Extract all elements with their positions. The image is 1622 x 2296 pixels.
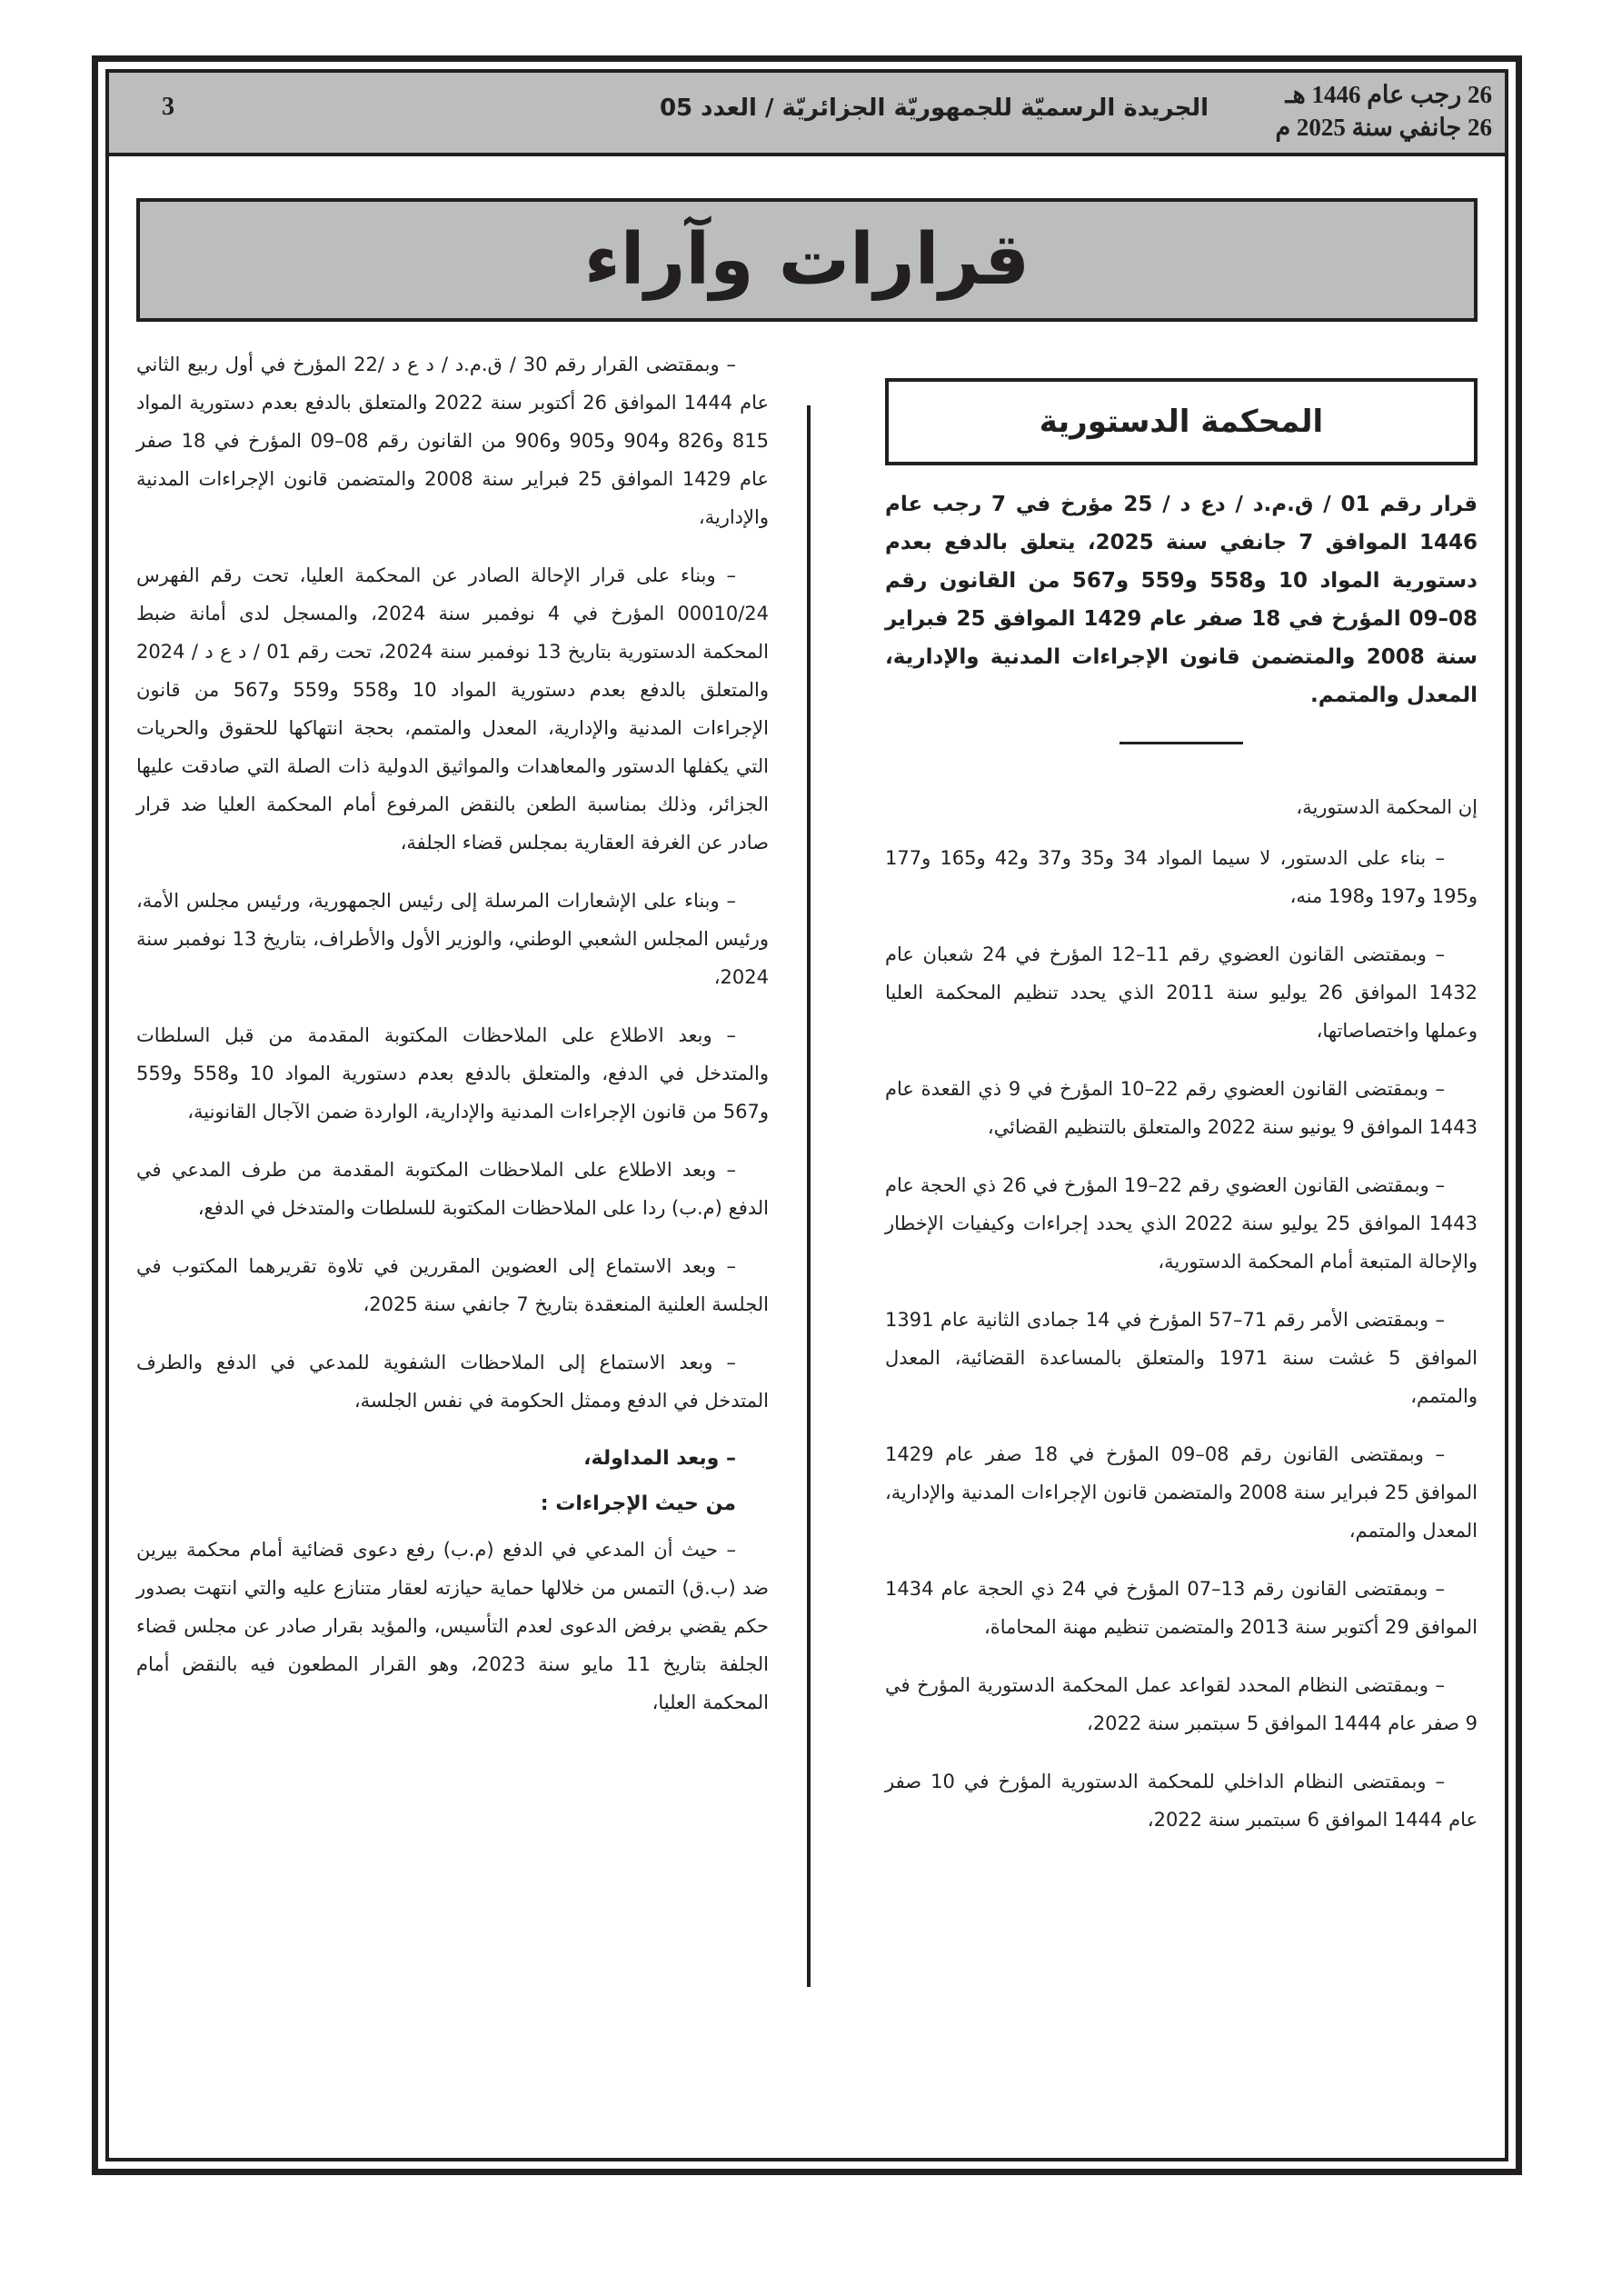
preamble-paragraph: – وبمقتضى النظام المحدد لقواعد عمل المحكمة الدستورية المؤرخ في 9 صفر عام 1444 الموافق 5 سبتمبر سنة 2022، (885, 1674, 1478, 1734)
gazette-title: الجريدة الرسميّة للجمهوريّة الجزائريّة / العدد 05 (659, 95, 1209, 122)
procedures-heading: من حيث الإجراءات : (540, 1492, 736, 1515)
gregorian-date: 26 جانفي سنة 2025 م (1275, 114, 1492, 141)
page-number: 3 (162, 93, 174, 121)
procedures-paragraph: – حيث أن المدعي في الدفع (م.ب) رفع دعوى قضائية أمام محكمة بيرين ضد (ب.ق) التمس من خلالها حماية حيازته لعقار متنازع عليه والتي انتهت بصدور حكم يقضي برفض الدعوى لعدم التأسيس، والمؤيد بقرار صادر عن مجلس قضاء الجلفة بتاريخ 11 مايو سنة 2023، وهو القرار المطعون فيه بالنقض أمام المحكمة العليا، (136, 1539, 769, 1713)
hijri-date: 26 رجب عام 1446 هـ (1285, 81, 1492, 108)
preamble-paragraph: – وبمقتضى القانون العضوي رقم 22–19 المؤرخ في 26 ذي الحجة عام 1443 الموافق 25 يوليو سنة 2022 الذي يحدد إجراءات وكيفيات الإخطار والإحالة المتبعة أمام المحكمة الدستورية، (885, 1174, 1478, 1273)
preamble-paragraph: – وبمقتضى الأمر رقم 71–57 المؤرخ في 14 جمادى الثانية عام 1391 الموافق 5 غشت سنة 1971 والمتعلق بالمساعدة القضائية، المعدل والمتمم، (885, 1309, 1478, 1407)
preamble-paragraph: – وبعد الاطلاع على الملاحظات المكتوبة المقدمة من طرف المدعي في الدفع (م.ب) ردا على الملاحظات المكتوبة للسلطات والمتدخل في الدفع، (136, 1159, 769, 1219)
gazette-masthead (109, 73, 1505, 156)
preamble-paragraph: – وبناء على الإشعارات المرسلة إلى رئيس الجمهورية، ورئيس مجلس الأمة، ورئيس المجلس الشعبي الوطني، والوزير الأول والأطراف، بتاريخ 13 نوفمبر سنة 2024، (136, 890, 770, 988)
preamble-paragraph: – وبمقتضى القانون رقم 13–07 المؤرخ في 24 ذي الحجة عام 1434 الموافق 29 أكتوبر سنة 2013 والمتضمن تنظيم مهنة المحاماة، (885, 1578, 1478, 1638)
left-column (136, 345, 769, 1742)
court-heading-box (885, 378, 1478, 465)
section-banner (136, 198, 1478, 322)
page-inner-frame (105, 69, 1508, 2161)
preamble-paragraph: – وبمقتضى القرار رقم 30 / ق.م.د / د ع د /22 المؤرخ في أول ربيع الثاني عام 1444 الموافق 26 أكتوبر سنة 2022 والمتعلق بالدفع بعدم دستورية المواد 815 و826 و904 و905 و906 من القانون رقم 08–09 المؤرخ في 18 صفر عام 1429 الموافق 25 فبراير سنة 2008 والمتضمن قانون الإجراءات المدنية والإدارية، (136, 354, 769, 528)
title-separator (1119, 742, 1243, 744)
decision-title: قرار رقم 01 / ق.م.د / دع د / 25 مؤرخ في 7 رجب عام 1446 الموافق 7 جانفي سنة 2025، يتعلق بالدفع بعدم دستورية المواد 10 و558 و559 و567 من القانون رقم 08–09 المؤرخ في 18 صفر عام 1429 الموافق 25 فبراير سنة 2008 والمتضمن قانون الإجراءات المدنية والإدارية، المعدل والمتمم. (885, 493, 1478, 707)
preamble-paragraph: – وبمقتضى القانون رقم 08–09 المؤرخ في 18 صفر عام 1429 الموافق 25 فبراير سنة 2008 والمتضمن قانون الإجراءات المدنية والإدارية، المعدل والمتمم، (885, 1443, 1478, 1542)
section-title: قرارات وآراء (583, 219, 1030, 301)
preamble-paragraph: – وبعد الاستماع إلى الملاحظات الشفوية للمدعي في الدفع والطرف المتدخل في الدفع وممثل الحكومة في نفس الجلسة، (136, 1352, 769, 1412)
preamble-paragraph: – وبناء على قرار الإحالة الصادر عن المحكمة العليا، تحت رقم الفهرس 00010/24 المؤرخ في 4 نوفمبر سنة 2024، والمسجل لدى أمانة ضبط المحكمة الدستورية بتاريخ 13 نوفمبر سنة 2024، تحت رقم 01 / د ع د / 2024 والمتعلق بالدفع بعدم دستورية المواد 10 و558 و559 و567 من قانون الإجراءات المدنية والإدارية، المعدل والمتمم، بحجة انتهاكها للحقوق والحريات التي يكفلها الدستور والمعاهدات والمواثيق الدولية ذات الصلة التي صادقت عليها الجزائر، وذلك بمناسبة الطعن بالنقض المرفوع أمام المحكمة العليا ضد قرار صادر عن الغرفة العقارية بمجلس قضاء الجلفة، (136, 564, 770, 854)
court-heading: المحكمة الدستورية (1039, 404, 1324, 440)
preamble-paragraph: – وبمقتضى القانون العضوي رقم 22–10 المؤرخ في 9 ذي القعدة عام 1443 الموافق 9 يونيو سنة 2022 والمتعلق بالتنظيم القضائي، (885, 1078, 1478, 1138)
preamble-intro: إن المحكمة الدستورية، (1296, 796, 1478, 818)
preamble-paragraph: – بناء على الدستور، لا سيما المواد 34 و35 و37 و42 و165 و177 و195 و197 و198 منه، (885, 847, 1478, 907)
column-divider (807, 405, 811, 1987)
preamble-paragraph: – وبمقتضى القانون العضوي رقم 11–12 المؤرخ في 24 شعبان عام 1432 الموافق 26 يوليو سنة 2011 الذي يحدد تنظيم المحكمة العليا وعملها واختصاصاتها، (885, 943, 1478, 1042)
preamble-paragraph: – وبمقتضى النظام الداخلي للمحكمة الدستورية المؤرخ في 10 صفر عام 1444 الموافق 6 سبتمبر سنة 2022، (885, 1771, 1478, 1831)
right-column (885, 345, 1478, 1859)
preamble-paragraph: – وبعد الاستماع إلى العضوين المقررين في تلاوة تقريرهما المكتوب في الجلسة العلنية المنعقدة بتاريخ 7 جانفي سنة 2025، (136, 1255, 769, 1315)
page-outer-frame (92, 55, 1522, 2175)
preamble-paragraph: – وبعد الاطلاع على الملاحظات المكتوبة المقدمة من قبل السلطات والمتدخل في الدفع، والمتعلق بالدفع بعدم دستورية المواد 10 و558 و559 و567 من قانون الإجراءات المدنية والإدارية، الواردة ضمن الآجال القانونية، (136, 1024, 769, 1123)
deliberation-line: – وبعد المداولة، (583, 1447, 736, 1470)
